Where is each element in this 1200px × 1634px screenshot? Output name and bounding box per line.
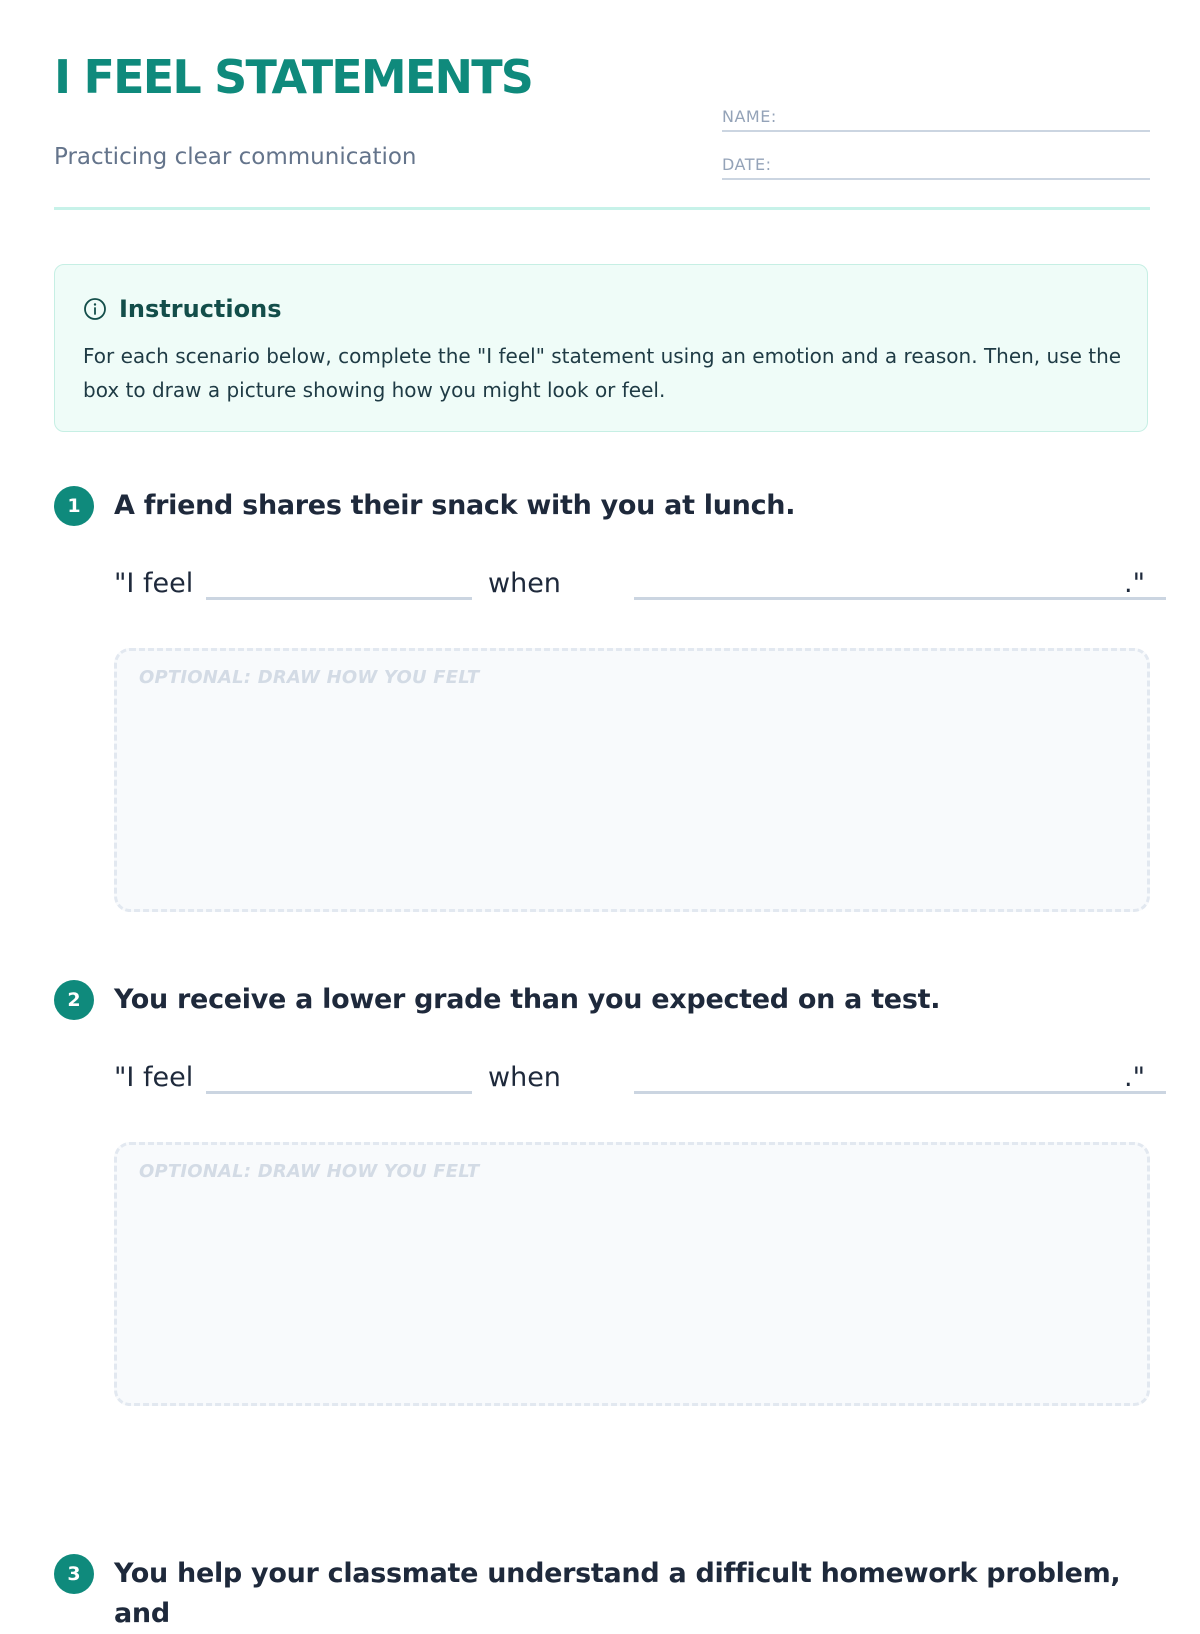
sentence-end: ." [1124, 1062, 1146, 1093]
question-text: A friend shares their snack with you at lunch. [114, 490, 796, 521]
sentence-middle: when [488, 568, 561, 599]
feeling-blank[interactable] [206, 1091, 472, 1094]
sentence-start: "I feel [114, 1062, 194, 1093]
reason-blank[interactable] [634, 597, 1166, 600]
question-number-badge: 1 [54, 486, 94, 526]
sentence-middle: when [488, 1062, 561, 1093]
instructions-header [83, 295, 281, 323]
worksheet-title: I FEEL STATEMENTS [54, 50, 533, 104]
instructions-text: For each scenario below, complete the "I feel" statement using an emotion and a reason. Then, use the box to draw a picture showing how you might look or feel. [83, 344, 1122, 402]
drawing-box-label: OPTIONAL: DRAW HOW YOU FELT [139, 667, 480, 688]
instructions-box [54, 264, 1148, 432]
sentence-start: "I feel [114, 568, 194, 599]
date-label: DATE: [722, 155, 772, 174]
question-number-badge: 3 [54, 1554, 94, 1594]
date-field[interactable] [722, 152, 1150, 180]
question-text: You receive a lower grade than you expected on a test. [114, 984, 941, 1015]
drawing-box[interactable] [114, 1142, 1150, 1406]
question-number-badge: 2 [54, 980, 94, 1020]
drawing-box[interactable] [114, 648, 1150, 912]
sentence-end: ." [1124, 568, 1146, 599]
info-icon [83, 297, 107, 321]
drawing-box-label: OPTIONAL: DRAW HOW YOU FELT [139, 1161, 480, 1182]
i-feel-sentence [114, 564, 1150, 604]
name-field[interactable] [722, 104, 1150, 132]
question-text: You help your classmate understand a difficult homework problem, and [114, 1558, 1121, 1629]
name-label: NAME: [722, 107, 777, 126]
header-divider [54, 207, 1150, 210]
i-feel-sentence [114, 1058, 1150, 1098]
reason-blank[interactable] [634, 1091, 1166, 1094]
instructions-title: Instructions [119, 295, 282, 323]
feeling-blank[interactable] [206, 597, 472, 600]
worksheet-subtitle: Practicing clear communication [54, 144, 417, 170]
